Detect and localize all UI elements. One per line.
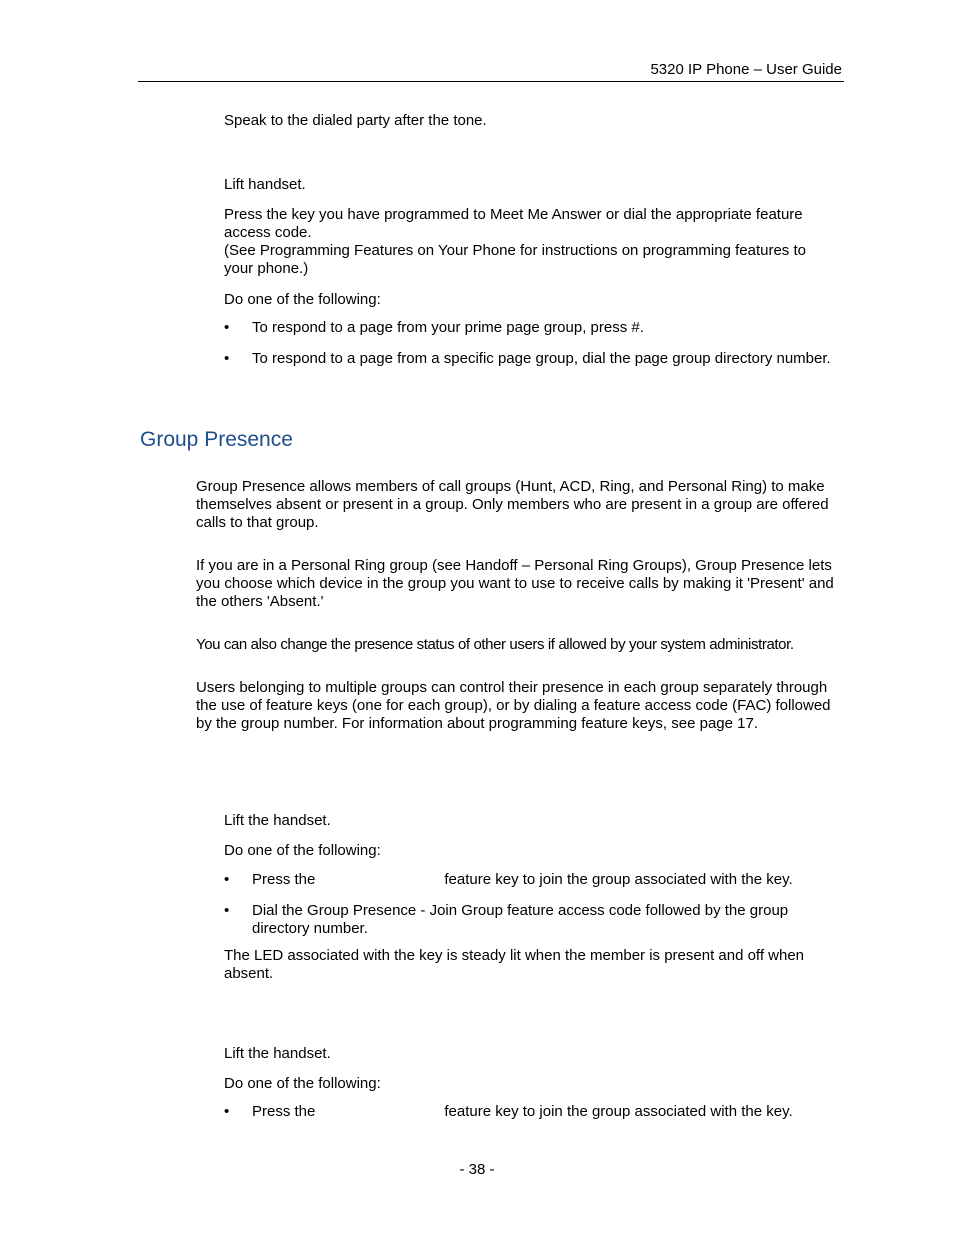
do-one-label: Do one of the following: <box>224 1075 381 1092</box>
led-note: The LED associated with the key is steady lit when the member is present and off when absent. <box>224 947 805 982</box>
do-one-label: Do one of the following: <box>224 842 381 859</box>
bullet-icon: • <box>224 1103 230 1120</box>
page-number: - 38 - <box>459 1161 495 1178</box>
list-item: Dial the Group Presence - Join Group feature access code followed by the group directory number. <box>252 902 789 937</box>
list-item <box>252 1103 837 1121</box>
bullet-icon: • <box>224 902 230 919</box>
meet-me-line: Press the key you have programmed to Meet Me Answer or dial the appropriate feature access code. <box>224 206 803 241</box>
do-one-label: Do one of the following: <box>224 291 381 308</box>
bullet-text-post: feature key to join the group associated with the key. <box>444 1103 793 1120</box>
bullet-icon: • <box>224 350 230 367</box>
meet-me-see-also: (See Programming Features on Your Phone for instructions on programming features to your phone.) <box>224 242 806 277</box>
paragraph: Group Presence allows members of call groups (Hunt, ACD, Ring, and Personal Ring) to make themselves absent or present in a group. Only members who are present in a group are offered calls to that group. <box>196 478 829 531</box>
bullet-icon: • <box>224 319 230 336</box>
list-item: To respond to a page from your prime page group, press #. <box>252 319 644 336</box>
lift-handset-step: Lift handset. <box>224 176 306 193</box>
header-rule <box>138 81 844 82</box>
speak-instruction: Speak to the dialed party after the tone. <box>224 112 487 129</box>
bullet-text-pre: Press the <box>252 1103 316 1120</box>
section-heading: Group Presence <box>140 428 293 451</box>
bullet-text-pre: Press the <box>252 871 316 888</box>
paragraph: Users belonging to multiple groups can control their presence in each group separately through the use of feature keys (one for each group), or by dialing a feature access code (FAC) followed by the group number. For information about programming feature keys, see page 17. <box>196 679 831 732</box>
lift-handset-step: Lift the handset. <box>224 1045 331 1062</box>
paragraph: If you are in a Personal Ring group (see Handoff – Personal Ring Groups), Group Presence lets you choose which device in the group you want to use to receive calls by making it 'Present' and the others 'Absent.' <box>196 557 834 610</box>
bullet-icon: • <box>224 871 230 888</box>
lift-handset-step: Lift the handset. <box>224 812 331 829</box>
running-header: 5320 IP Phone – User Guide <box>650 61 842 78</box>
meet-me-instruction <box>224 206 839 278</box>
paragraph: You can also change the presence status of other users if allowed by your system administrator. <box>196 636 794 653</box>
list-item <box>252 871 837 889</box>
bullet-text-post: feature key to join the group associated with the key. <box>444 871 793 888</box>
list-item: To respond to a page from a specific page group, dial the page group directory number. <box>252 350 831 367</box>
